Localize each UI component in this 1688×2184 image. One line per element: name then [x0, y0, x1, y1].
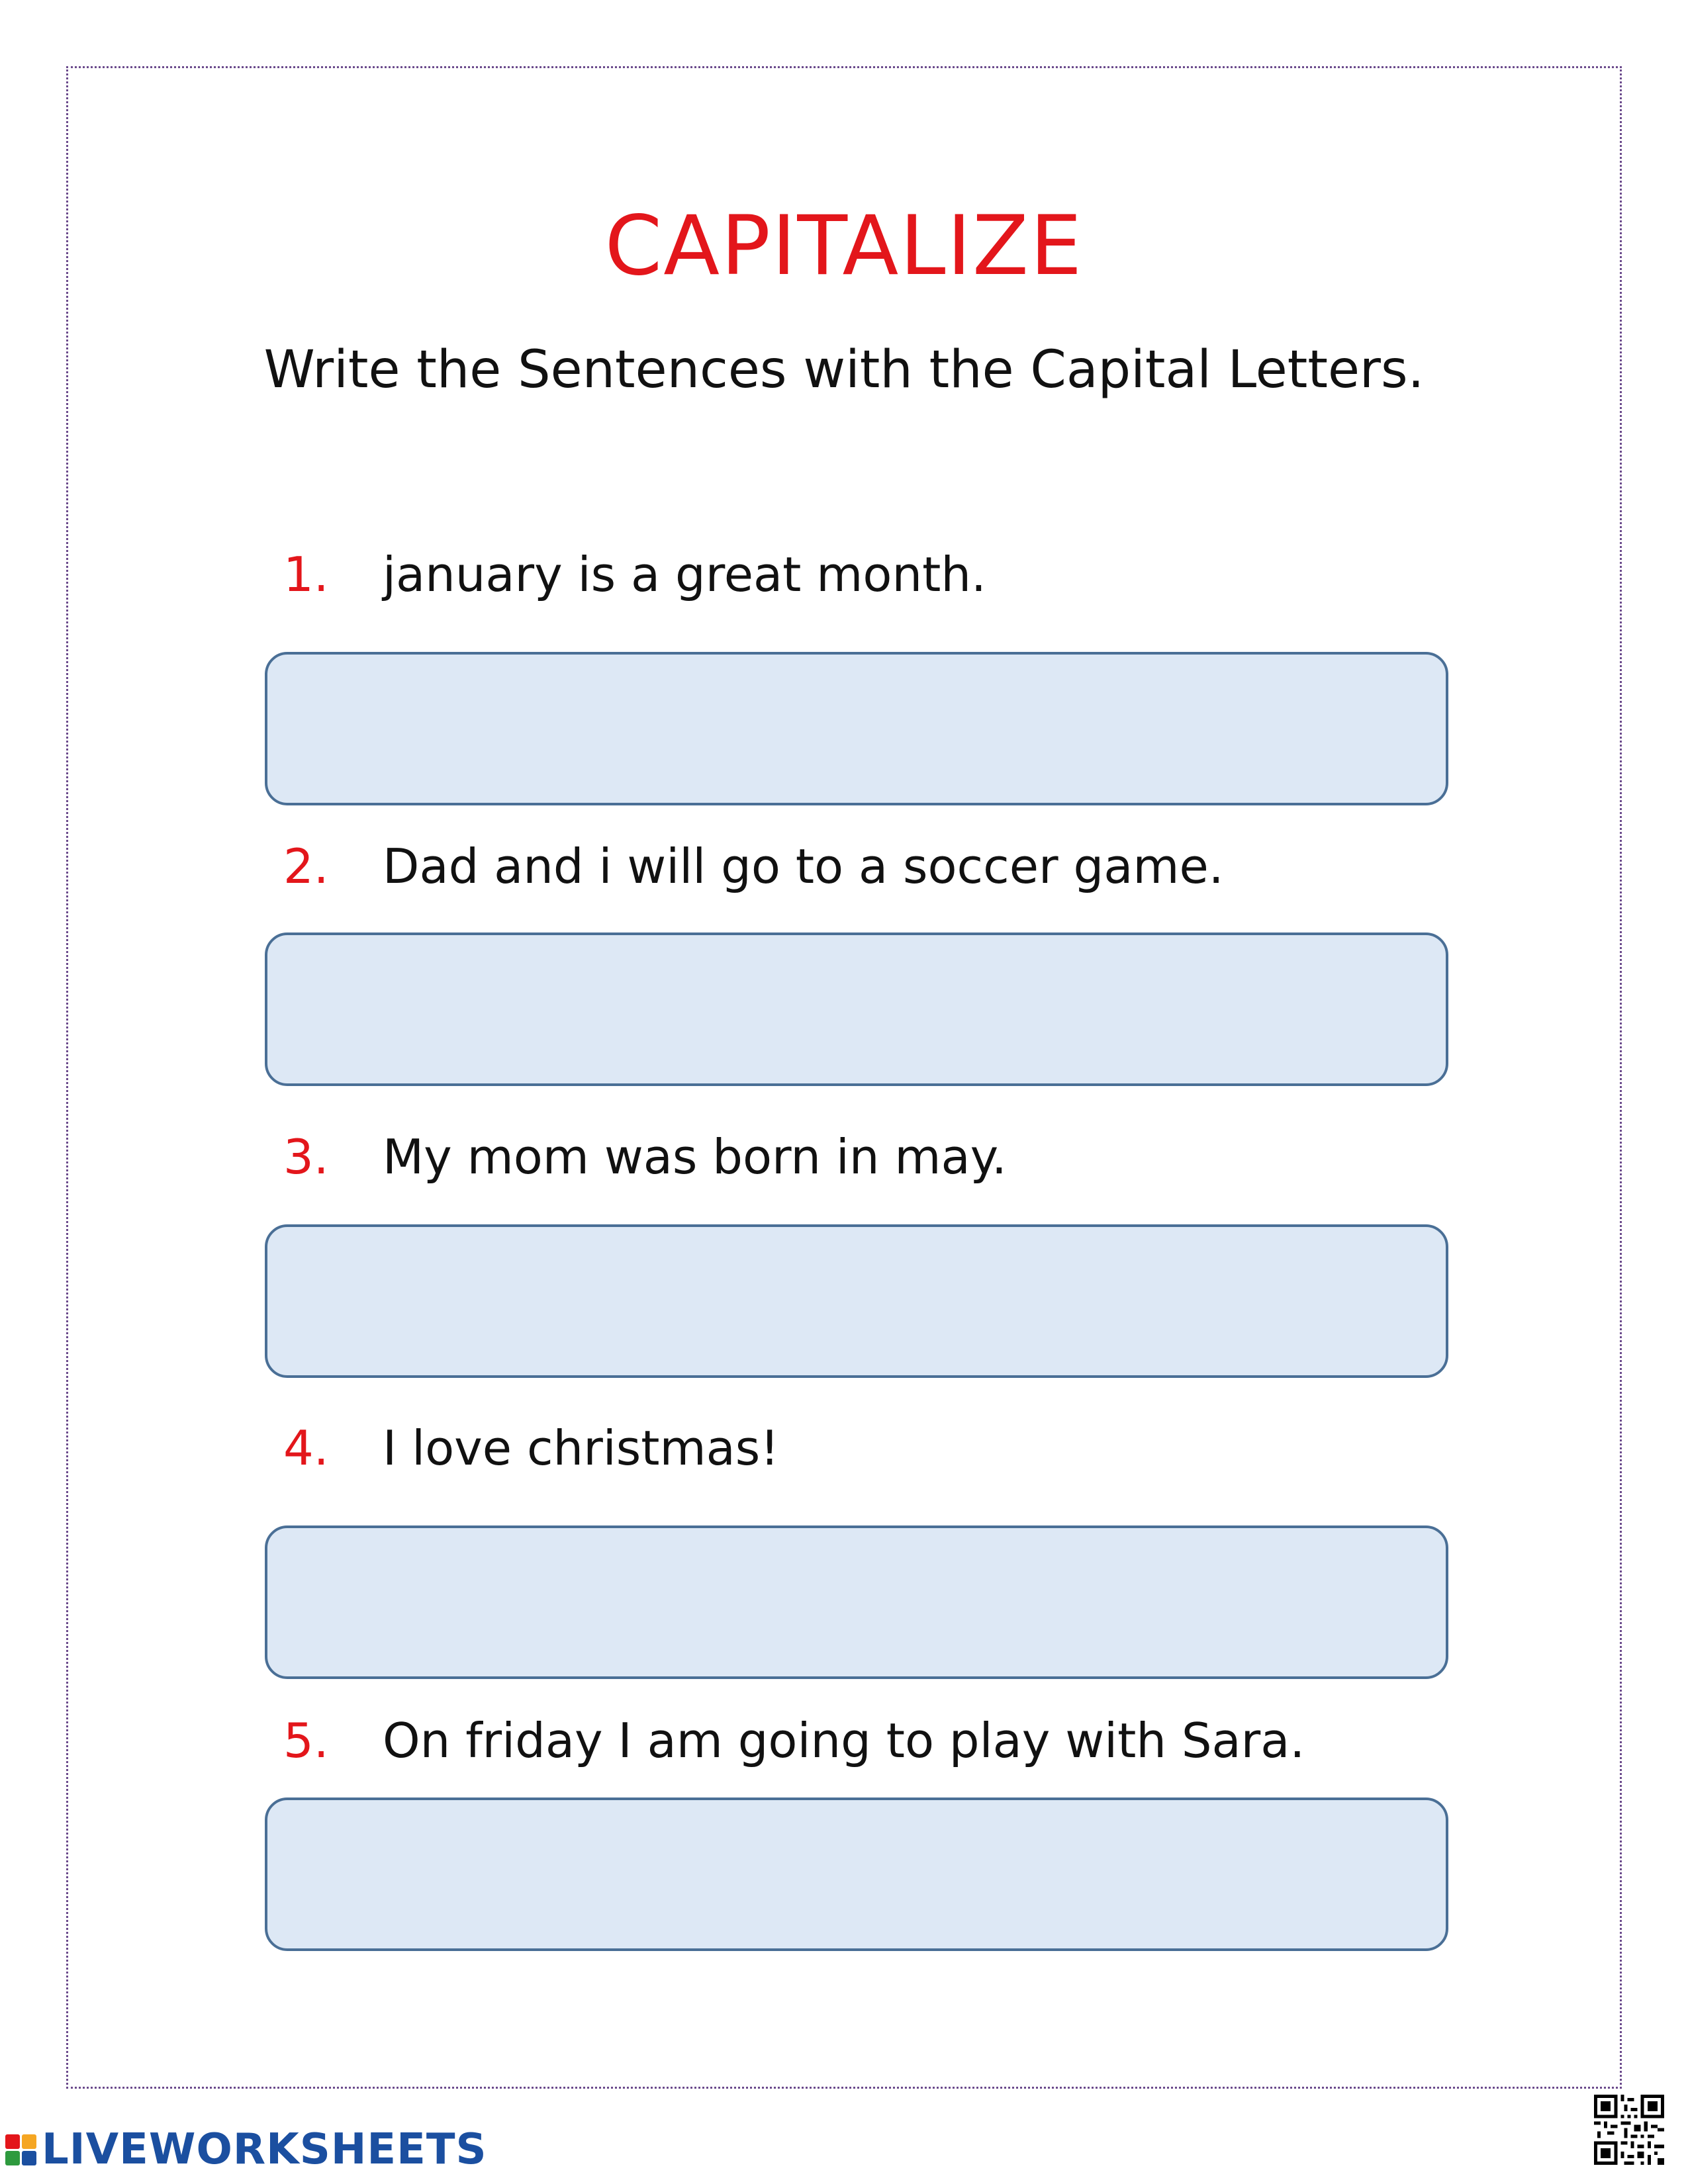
question-text: Dad and i will go to a soccer game. [383, 839, 1224, 894]
question-text: I love christmas! [383, 1420, 780, 1476]
worksheet-title: CAPITALIZE [604, 199, 1084, 294]
question-number: 1. [283, 547, 329, 602]
answer-input-2[interactable] [265, 933, 1448, 1086]
answer-input-3[interactable] [265, 1224, 1448, 1378]
question-text: On friday I am going to play with Sara. [383, 1713, 1305, 1768]
question-number: 3. [283, 1129, 329, 1185]
question-3 [0, 1129, 1688, 1199]
liveworksheets-logo-icon [5, 2134, 36, 2165]
answer-input-4[interactable] [265, 1525, 1448, 1679]
worksheet-instructions: Write the Sentences with the Capital Letters. [263, 340, 1425, 400]
question-text: My mom was born in may. [383, 1129, 1007, 1185]
question-number: 4. [283, 1420, 329, 1476]
question-number: 2. [283, 839, 329, 894]
question-2 [0, 839, 1688, 909]
liveworksheets-logo [5, 2123, 487, 2176]
answer-input-1[interactable] [265, 652, 1448, 805]
question-number: 5. [283, 1713, 329, 1768]
qr-code-icon [1594, 2095, 1664, 2165]
question-1 [0, 547, 1688, 617]
question-4 [0, 1420, 1688, 1490]
answer-input-5[interactable] [265, 1797, 1448, 1951]
question-5 [0, 1713, 1688, 1783]
brand-name: LIVEWORKSHEETS [42, 2125, 487, 2174]
question-text: january is a great month. [383, 547, 986, 602]
